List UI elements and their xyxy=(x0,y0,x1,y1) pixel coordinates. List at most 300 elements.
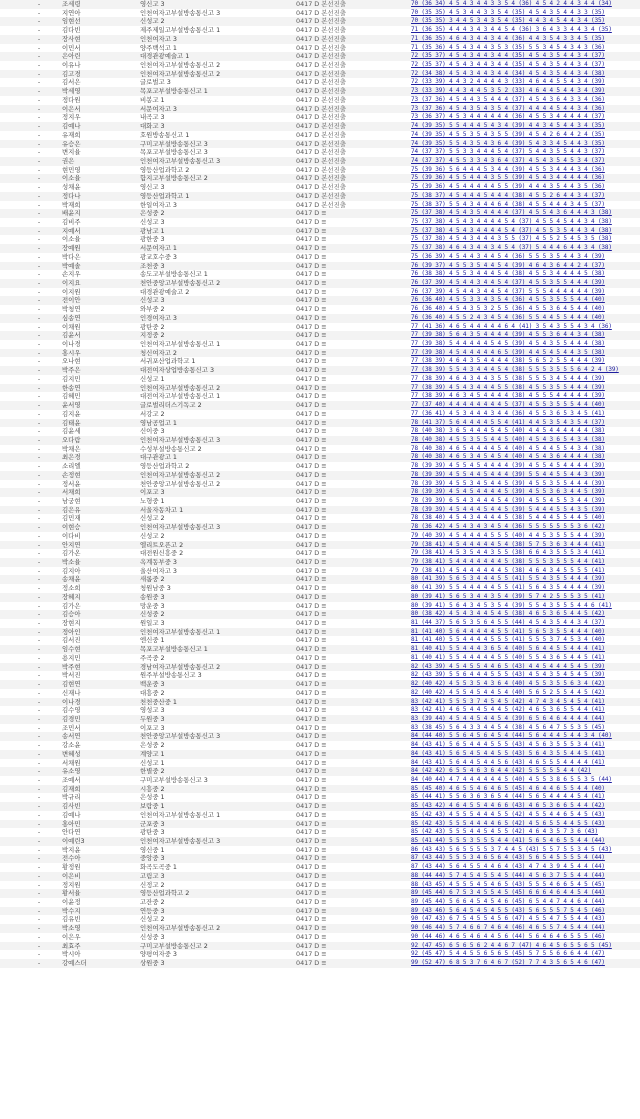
row-dash: - xyxy=(37,749,41,758)
school-name: 중앙중 3 xyxy=(140,854,165,863)
player-name: 오다람 xyxy=(62,435,81,444)
table-row xyxy=(0,898,640,907)
player-name: 심송연 xyxy=(62,313,81,322)
row-dash: - xyxy=(37,156,41,165)
table-row xyxy=(0,593,640,602)
score-link[interactable]: 75 (37 38) 4 5 4 3 4 4 4 4 5 4 (37) 4 5 5 3 5 4 4 3 4 (38) xyxy=(411,226,612,234)
row-dash: - xyxy=(37,17,41,26)
score-link[interactable]: 78 (40 38) 4 5 5 3 5 5 4 4 5 (40) 4 5 4 3 6 5 4 3 4 (38) xyxy=(411,435,605,443)
school-name: 호원방송통신고 1 xyxy=(140,130,190,139)
score-link[interactable]: 77 (38 39) 4 6 4 3 4 4 3 5 5 (38) 5 5 5 3 4 5 4 4 4 (39) xyxy=(411,374,605,382)
table-row xyxy=(0,183,640,192)
round-status: 0417 D ≡ xyxy=(296,863,327,872)
row-dash: - xyxy=(37,69,41,78)
row-dash: - xyxy=(37,810,41,819)
table-row xyxy=(0,244,640,253)
score-link[interactable]: 79 (38 41) 5 4 4 4 4 4 4 4 5 (38) 5 5 5 3 5 5 5 4 4 (41) xyxy=(411,558,605,565)
score-link[interactable]: 89 (43 46) 5 6 4 5 4 5 4 5 5 (43) 5 6 5 5 5 7 5 4 5 (46) xyxy=(411,906,605,914)
table-row xyxy=(0,357,640,366)
score-link[interactable]: 81 (41 40) 5 6 4 4 4 4 4 5 5 (41) 5 6 5 3 5 5 4 4 4 (40) xyxy=(411,627,605,635)
round-status: 0417 D ≡ xyxy=(296,409,327,418)
player-name: 김지아 xyxy=(62,566,81,575)
score-link[interactable]: 78 (38 40) 4 5 4 3 4 4 4 4 5 (38) 5 4 4 4 5 5 4 4 5 (40) xyxy=(411,514,605,522)
round-status: 0417 D 본선진출 xyxy=(296,122,346,131)
score-link[interactable]: 72 (35 37) 4 5 4 3 4 4 3 4 4 (35) 4 5 4 3 5 4 4 3 4 (37) xyxy=(411,61,605,69)
player-name: 박청연 xyxy=(62,305,81,314)
table-row xyxy=(0,942,640,951)
table-row xyxy=(0,35,640,44)
score-link[interactable]: 72 (33 39) 4 4 3 2 4 4 4 4 3 (33) 4 6 4 4 5 5 4 3 4 (39) xyxy=(411,78,605,86)
player-name: 김비주 xyxy=(62,217,81,226)
school-name: 대전여자고부설방송통신고 1 xyxy=(140,392,221,401)
player-name: 손정현 xyxy=(62,470,81,479)
score-link[interactable]: 70 (36 34) 4 5 4 3 4 4 3 3 5 4 (36) 4 5 4 2 4 4 3 4 4 (34) xyxy=(411,0,612,7)
score-link[interactable]: 89 (45 44) 5 6 6 4 5 4 5 4 6 (45) 6 5 4 4 7 4 4 6 4 (44) xyxy=(411,898,605,906)
school-name: 목포고부설방송통신고 1 xyxy=(140,645,208,654)
round-status: 0417 D ≡ xyxy=(296,427,327,436)
score-link[interactable]: 84 (42 42) 6 5 5 4 6 3 6 4 4 (42) 5 5 5 5 5 4 4 (42) xyxy=(411,767,592,775)
score-link[interactable]: 85 (42 43) 4 5 5 5 4 4 4 5 5 (42) 4 5 5 4 4 6 5 4 5 (43) xyxy=(411,810,605,818)
player-name: 박재희 xyxy=(62,200,81,209)
score-link[interactable]: 85 (44 41) 5 5 6 3 6 3 6 5 4 (44) 5 6 5 4 4 4 4 5 4 (41) xyxy=(411,793,605,801)
player-name: 송채윤 xyxy=(62,575,81,584)
school-name: 광탄중 3 xyxy=(140,828,165,837)
score-link[interactable]: 76 (39 37) 4 5 5 3 5 4 4 5 4 (39) 4 6 4 3 6 4 4 2 4 (37) xyxy=(411,261,605,269)
score-link[interactable]: 72 (35 37) 4 5 4 3 4 4 3 4 4 (35) 4 5 4 3 5 4 4 3 4 (37) xyxy=(411,52,605,60)
score-link[interactable]: 80 (39 41) 5 6 5 3 4 4 3 5 4 (39) 5 7 4 2 5 5 5 3 5 (41) xyxy=(411,592,605,600)
score-link[interactable]: 78 (41 37) 5 6 4 4 4 4 5 5 4 (41) 4 4 5 3 5 4 3 5 4 (37) xyxy=(411,418,605,426)
score-link[interactable]: 81 (44 37) 5 6 5 3 5 6 4 5 5 (44) 4 5 4 3 5 4 4 3 4 (37) xyxy=(411,619,605,627)
round-status: 0417 D ≡ xyxy=(296,645,327,654)
score-link[interactable]: 77 (38 39) 4 5 4 3 4 4 4 5 5 (38) 4 5 5 3 5 5 4 4 4 (39) xyxy=(411,383,605,391)
score-link[interactable]: 84 (44 40) 5 5 6 4 5 6 4 5 4 (44) 5 6 4 4 4 5 4 4 3 4 (40) xyxy=(411,732,612,740)
player-name: 김현연 xyxy=(62,680,81,689)
score-link[interactable]: 83 (38 45) 5 6 4 3 3 4 4 5 4 (38) 4 5 6 4 7 5 5 3 5 (45) xyxy=(411,723,605,731)
score-link[interactable]: 84 (43 41) 5 6 4 4 5 4 4 5 6 (43) 4 6 5 5 5 4 4 4 4 (41) xyxy=(411,758,605,766)
player-name: 송서연 xyxy=(62,732,81,741)
school-name: 화곡도곡중 1 xyxy=(140,863,177,872)
school-name: 신정고 2 xyxy=(140,880,165,889)
round-status: 0417 D 본선진출 xyxy=(296,113,346,122)
table-row xyxy=(0,671,640,680)
score-link[interactable]: 70 (35 35) 4 5 3 4 4 3 3 5 4 (35) 4 5 4 3 5 4 4 3 3 (35) xyxy=(411,8,605,16)
player-name: 이현승 xyxy=(62,523,81,532)
round-status: 0417 D ≡ xyxy=(296,723,327,732)
score-link[interactable]: 78 (39 39) 4 5 5 3 4 5 4 4 5 (39) 4 5 5 3 5 5 4 4 4 (39) xyxy=(411,479,605,487)
round-status: 0417 D 본선진출 xyxy=(296,191,346,200)
player-name: 김고경 xyxy=(62,69,81,78)
score-link[interactable]: 76 (36 40) 4 5 4 3 5 3 2 5 5 (36) 4 5 5 3 6 4 5 4 4 (40) xyxy=(411,305,605,313)
score-link[interactable]: 79 (40 39) 4 5 4 4 4 4 5 5 5 (40) 4 4 5 3 5 5 5 4 4 (39) xyxy=(411,531,605,539)
school-name: 광탄중 2 xyxy=(140,322,165,331)
row-dash: - xyxy=(37,863,41,872)
school-name: 상원중 3 xyxy=(140,959,165,968)
table-row xyxy=(0,602,640,611)
row-dash: - xyxy=(37,435,41,444)
score-link[interactable]: 72 (34 38) 4 5 4 3 4 4 3 4 4 (34) 4 5 4 3 5 4 4 3 4 (38) xyxy=(411,69,605,77)
score-link[interactable]: 87 (43 44) 5 6 4 5 5 4 4 6 4 (43) 4 7 4 3 9 4 5 4 4 (44) xyxy=(411,863,605,871)
player-name: 한송연 xyxy=(62,383,81,392)
round-status: 0417 D ≡ xyxy=(296,950,327,959)
round-status: 0417 D ≡ xyxy=(296,653,327,662)
score-link[interactable]: 74 (37 37) 4 5 5 3 3 4 3 6 4 (37) 4 5 4 3 5 4 5 3 4 (37) xyxy=(411,156,605,164)
school-name: 와부중 2 xyxy=(140,305,165,314)
school-name: 송도고부설방송통신고 1 xyxy=(140,270,208,279)
school-name: 대전원신흥중 2 xyxy=(140,549,184,558)
score-link[interactable]: 86 (43 43) 5 6 5 5 5 5 3 7 4 4 5 (43) 5 5 7 5 5 3 4 5 (43) xyxy=(411,845,612,853)
score-link[interactable]: 73 (37 36) 4 5 4 4 3 5 4 4 4 (37) 4 5 4 3 6 4 3 3 4 (36) xyxy=(411,95,605,103)
player-name: 김사빈 xyxy=(62,802,81,811)
school-name: 한별중 2 xyxy=(140,767,165,776)
school-name: 글로벌리더스기독고 2 xyxy=(140,401,202,410)
round-status: 0417 D 본선진출 xyxy=(296,148,346,157)
row-dash: - xyxy=(37,767,41,776)
school-name: 광교호수중 3 xyxy=(140,252,177,261)
school-name: 보람중 1 xyxy=(140,802,165,811)
row-dash: - xyxy=(37,270,41,279)
score-link[interactable]: 84 (43 41) 5 6 5 4 4 4 5 5 5 (43) 4 5 6 3 5 5 5 3 4 (41) xyxy=(411,741,605,749)
row-dash: - xyxy=(37,880,41,889)
row-dash: - xyxy=(37,122,41,131)
school-name: 광남고 1 xyxy=(140,226,165,235)
score-link[interactable]: 77 (38 39) 4 6 4 3 5 4 4 4 4 (38) 5 6 5 2 5 5 4 4 4 (39) xyxy=(411,357,605,365)
score-link[interactable]: 78 (40 38) 4 6 5 3 4 5 4 5 4 (40) 4 5 4 3 6 4 4 4 4 (38) xyxy=(411,453,605,461)
score-link[interactable]: 77 (39 38) 5 6 4 3 5 4 4 4 4 (39) 4 5 5 3 6 4 4 3 4 (38) xyxy=(411,331,605,339)
table-row xyxy=(0,750,640,759)
player-name: 지예서 xyxy=(62,226,81,235)
table-row xyxy=(0,732,640,741)
row-dash: - xyxy=(37,714,41,723)
school-name: 인천여자고부설방송통신고 1 xyxy=(140,627,221,636)
score-link[interactable]: 78 (40 38) 4 6 5 4 4 4 4 5 4 (40) 4 5 4 4 5 5 4 3 4 (38) xyxy=(411,444,605,452)
score-link[interactable]: 90 (44 46) 4 6 5 4 6 4 4 5 6 (44) 5 6 4 6 4 6 5 5 5 (46) xyxy=(411,932,605,940)
score-link[interactable]: 88 (44 44) 5 7 4 5 4 5 5 4 5 (44) 4 5 6 3 7 5 5 4 4 (44) xyxy=(411,871,605,879)
round-status: 0417 D ≡ xyxy=(296,636,327,645)
round-status: 0417 D 본선진출 xyxy=(296,34,346,43)
round-status: 0417 D ≡ xyxy=(296,941,327,950)
score-link[interactable]: 75 (37 38) 4 6 4 3 4 4 3 4 5 4 (37) 5 4 4 4 6 4 4 3 4 (38) xyxy=(411,244,612,252)
score-link[interactable]: 71 (36 35) 4 4 4 3 4 3 4 4 5 4 (36) 3 6 4 3 3 4 4 3 4 (35) xyxy=(411,26,612,34)
score-link[interactable]: 82 (40 42) 4 5 5 4 5 4 4 5 4 (40) 5 6 5 2 5 5 4 4 5 (42) xyxy=(411,688,605,696)
score-link[interactable]: 90 (47 43) 6 7 5 4 5 5 4 5 6 (47) 4 5 5 4 7 5 5 4 4 (43) xyxy=(411,915,605,923)
score-link[interactable]: 80 (41 39) 5 6 5 3 4 4 4 5 5 (41) 5 5 4 3 5 5 4 4 4 (39) xyxy=(411,575,605,583)
score-link[interactable]: 76 (37 39) 4 5 4 4 3 4 4 5 4 (37) 4 5 5 3 5 5 4 4 4 (39) xyxy=(411,279,605,286)
round-status: 0417 D ≡ xyxy=(296,435,327,444)
score-link[interactable]: 90 (46 44) 5 7 4 6 6 7 4 6 4 (46) 4 6 5 5 7 4 5 4 4 (44) xyxy=(411,924,605,932)
player-name: 윤서영 xyxy=(62,401,81,410)
school-name: 울산여자고 3 xyxy=(140,566,177,575)
score-link[interactable]: 80 (39 41) 5 6 4 3 4 5 3 5 4 (39) 5 5 4 3 5 5 5 4 4 6 (41) xyxy=(411,601,612,609)
round-status: 0417 D ≡ xyxy=(296,959,327,968)
score-link[interactable]: 84 (43 41) 5 6 5 4 5 4 4 5 5 (43) 5 6 4 3 5 5 4 4 5 (41) xyxy=(411,749,605,757)
score-link[interactable]: 92 (47 45) 6 5 6 5 6 2 4 4 6 7 (47) 4 6 4 5 6 5 5 6 5 (45) xyxy=(411,941,612,949)
table-row xyxy=(0,122,640,131)
row-dash: - xyxy=(37,226,41,235)
round-status: 0417 D ≡ xyxy=(296,784,327,793)
table-row xyxy=(0,296,640,305)
round-status: 0417 D ≡ xyxy=(296,209,327,218)
row-dash: - xyxy=(37,287,41,296)
school-name: 구미고부설방송통신고 3 xyxy=(140,139,208,148)
row-dash: - xyxy=(37,462,41,471)
school-name: 영남공업고 1 xyxy=(140,418,177,427)
player-name: 김윤서 xyxy=(62,331,81,340)
score-link[interactable]: 83 (39 44) 4 5 4 4 5 4 4 5 4 (39) 6 5 6 4 6 4 4 4 4 (44) xyxy=(411,714,605,722)
round-status: 0417 D 본선진출 xyxy=(296,87,346,96)
school-name: 인천여자고부설방송통신고 3 xyxy=(140,156,221,165)
school-name: 신성고 2 xyxy=(140,915,165,924)
score-link[interactable]: 82 (43 39) 4 5 4 5 5 4 4 6 5 (43) 4 4 5 4 4 4 5 4 5 (39) xyxy=(411,662,605,670)
round-status: 0417 D 본선진출 xyxy=(296,104,346,113)
round-status: 0417 D ≡ xyxy=(296,470,327,479)
score-link[interactable]: 78 (39 39) 4 5 5 4 4 5 4 4 4 (39) 5 5 4 4 5 5 4 4 3 (39) xyxy=(411,470,605,478)
row-dash: - xyxy=(37,566,41,575)
school-name: 양평여자중 3 xyxy=(140,950,177,959)
table-row xyxy=(0,567,640,576)
round-status: 0417 D 본선진출 xyxy=(296,17,346,26)
round-status: 0417 D ≡ xyxy=(296,252,327,261)
player-name: 정소희 xyxy=(62,584,81,593)
score-link[interactable]: 77 (38 39) 5 5 4 3 4 4 4 5 4 (38) 5 5 5 3 5 5 5 6 4 2 4 (39) xyxy=(411,366,619,374)
score-link[interactable]: 70 (35 35) 3 4 4 5 3 4 3 5 4 (35) 4 4 3 4 5 4 4 3 4 (35) xyxy=(411,17,605,25)
row-dash: - xyxy=(37,871,41,880)
score-link[interactable]: 88 (43 45) 4 5 5 5 4 5 4 6 5 (43) 5 5 5 4 6 6 5 4 5 (45) xyxy=(411,880,605,888)
score-link[interactable]: 75 (38 37) 4 5 4 4 4 5 4 4 4 (38) 4 5 5 2 6 4 4 3 4 (37) xyxy=(411,191,605,199)
row-dash: - xyxy=(37,340,41,349)
round-status: 0417 D ≡ xyxy=(296,392,327,401)
player-name: 장현지 xyxy=(62,619,81,628)
school-name: 신성고 2 xyxy=(140,531,165,540)
table-row xyxy=(0,148,640,157)
score-link[interactable]: 78 (39 39) 4 5 4 4 4 5 4 4 5 (39) 5 4 4 4 5 5 4 3 5 (39) xyxy=(411,505,605,513)
player-name: 전수아 xyxy=(62,854,81,863)
round-status: 0417 D ≡ xyxy=(296,496,327,505)
row-dash: - xyxy=(37,558,41,566)
table-row xyxy=(0,776,640,785)
table-row xyxy=(0,924,640,933)
score-link[interactable]: 78 (39 39) 4 5 5 4 5 4 4 4 4 (39) 4 5 5 4 5 4 4 4 4 (39) xyxy=(411,462,605,470)
school-name: 새롬중 2 xyxy=(140,575,165,584)
round-status: 0417 D 본선진출 xyxy=(296,174,346,183)
score-link[interactable]: 77 (38 39) 4 6 3 4 5 4 4 4 4 (38) 4 5 5 5 4 4 4 4 4 (39) xyxy=(411,392,605,400)
table-row xyxy=(0,349,640,358)
score-link[interactable]: 75 (37 38) 4 5 4 3 5 4 4 4 4 (37) 4 5 5 4 3 6 4 4 4 3 (38) xyxy=(411,209,612,217)
player-name: 박시아 xyxy=(62,950,81,959)
score-link[interactable]: 71 (36 35) 4 6 4 3 4 4 3 4 4 (36) 4 4 3 5 4 3 3 4 5 (35) xyxy=(411,34,605,42)
score-link[interactable]: 78 (40 38) 3 6 5 4 4 4 5 4 5 (40) 4 4 5 4 4 4 4 4 4 (38) xyxy=(411,427,605,435)
score-link[interactable]: 83 (42 41) 4 6 5 4 4 5 4 4 5 (42) 4 6 5 3 6 5 5 4 4 (41) xyxy=(411,706,605,714)
row-dash: - xyxy=(37,139,41,148)
row-dash: - xyxy=(37,26,41,35)
player-name: 이민서 xyxy=(62,43,81,52)
round-status: 0417 D 본선진출 xyxy=(296,61,346,70)
round-status: 0417 D ≡ xyxy=(296,619,327,628)
school-name: 한일여자고 3 xyxy=(140,200,177,209)
row-dash: - xyxy=(37,549,41,558)
row-dash: - xyxy=(37,837,41,845)
player-name: 전이안 xyxy=(62,296,81,305)
player-name: 이다비 xyxy=(62,531,81,540)
player-name: 정아인 xyxy=(62,627,81,636)
table-row xyxy=(0,61,640,70)
score-link[interactable]: 78 (39 39) 6 5 4 3 4 4 4 5 4 (39) 4 5 5 4 5 5 3 4 4 (39) xyxy=(411,496,605,504)
score-link[interactable]: 83 (42 41) 5 5 5 3 7 4 5 4 5 (42) 4 7 4 3 4 5 4 5 4 (41) xyxy=(411,697,605,705)
score-link[interactable]: 82 (40 42) 4 5 5 3 5 4 3 6 4 (40) 4 5 5 3 5 5 6 3 4 (42) xyxy=(411,680,605,688)
score-link[interactable]: 75 (39 36) 4 5 5 4 4 4 3 5 5 (39) 4 5 4 3 4 4 4 4 4 (36) xyxy=(411,174,605,182)
table-row xyxy=(0,105,640,114)
score-link[interactable]: 76 (36 40) 4 5 5 3 3 4 3 5 4 (36) 4 5 5 3 5 5 5 4 4 (40) xyxy=(411,296,605,304)
round-status: 0417 D ≡ xyxy=(296,401,327,410)
score-link[interactable]: 75 (39 36) 5 6 4 4 4 5 3 4 4 (39) 4 5 5 3 4 4 4 3 4 (36) xyxy=(411,165,605,173)
table-row xyxy=(0,410,640,419)
table-row xyxy=(0,523,640,532)
row-dash: - xyxy=(37,514,41,523)
round-status: 0417 D ≡ xyxy=(296,714,327,723)
player-name: 장사현 xyxy=(62,34,81,43)
round-status: 0417 D ≡ xyxy=(296,810,327,819)
score-link[interactable]: 73 (36 37) 4 5 3 4 4 4 4 4 4 (36) 4 5 5 3 4 4 4 4 4 (37) xyxy=(411,113,605,121)
score-link[interactable]: 85 (42 43) 5 5 5 4 4 5 4 5 5 (42) 4 6 4 3 5 7 3 6 (43) xyxy=(411,828,598,836)
school-name: 신성고 2 xyxy=(140,514,165,523)
player-name: 은아린 xyxy=(62,52,81,61)
score-link[interactable]: 85 (43 42) 4 6 4 5 5 4 4 6 6 (43) 4 6 5 3 6 6 5 4 4 (42) xyxy=(411,802,605,810)
table-row xyxy=(0,52,640,61)
score-link[interactable]: 99 (52 47) 6 8 5 3 7 6 4 6 7 (52) 7 7 4 3 5 6 5 4 6 (47) xyxy=(411,959,605,967)
school-name: 광한중 3 xyxy=(140,235,165,244)
score-link[interactable]: 75 (39 36) 4 5 4 4 4 4 4 5 5 (39) 4 4 4 3 5 4 4 3 5 (36) xyxy=(411,183,605,191)
row-dash: - xyxy=(37,427,41,436)
school-name: 신성고 1 xyxy=(140,758,165,767)
score-link[interactable]: 75 (37 38) 4 5 4 3 4 4 4 4 5 4 (37) 4 5 5 4 5 4 4 3 4 (38) xyxy=(411,217,612,225)
table-row xyxy=(0,680,640,689)
round-status: 0417 D ≡ xyxy=(296,775,327,784)
row-dash: - xyxy=(37,444,41,453)
row-dash: - xyxy=(37,87,41,96)
round-status: 0417 D ≡ xyxy=(296,627,327,636)
round-status: 0417 D ≡ xyxy=(296,793,327,802)
score-link[interactable]: 81 (40 41) 5 5 4 4 4 4 4 5 5 (40) 5 5 4 3 6 5 4 4 5 (41) xyxy=(411,653,605,661)
table-row xyxy=(0,889,640,898)
school-name: 은성중 1 xyxy=(140,793,165,802)
row-dash: - xyxy=(37,61,41,70)
row-dash: - xyxy=(37,217,41,226)
school-name: 이포고 3 xyxy=(140,488,165,497)
school-name: 천천중산중 1 xyxy=(140,697,177,706)
score-link[interactable]: 89 (45 44) 6 7 5 3 4 5 5 4 5 (45) 6 6 6 4 6 4 4 5 4 (44) xyxy=(411,889,605,897)
player-name: 이나경 xyxy=(62,340,81,349)
score-link[interactable]: 74 (39 35) 5 5 4 4 4 5 4 3 4 (39) 4 4 3 4 5 4 4 3 4 (35) xyxy=(411,122,605,130)
score-link[interactable]: 80 (38 42) 4 5 4 3 4 4 5 4 5 (38) 4 6 5 3 6 5 4 4 5 (42) xyxy=(411,610,605,618)
player-name: 지연아 xyxy=(62,8,81,17)
score-link[interactable]: 85 (41 44) 5 5 5 3 5 5 5 4 4 (41) 5 6 5 4 6 5 5 4 4 (44) xyxy=(411,837,605,844)
table-row xyxy=(0,863,640,872)
player-name: 이유나 xyxy=(62,61,81,70)
score-link[interactable]: 78 (36 42) 4 5 4 3 4 3 4 5 4 (36) 5 5 5 5 5 5 5 3 6 (42) xyxy=(411,523,605,531)
table-row xyxy=(0,436,640,445)
row-dash: - xyxy=(37,889,41,898)
table-row xyxy=(0,87,640,96)
score-link[interactable]: 80 (41 39) 5 5 4 4 4 4 4 5 5 (41) 5 6 4 3 5 4 4 4 4 (39) xyxy=(411,584,605,592)
row-dash: - xyxy=(37,959,41,968)
round-status: 0417 D 본선진출 xyxy=(296,200,346,209)
table-row xyxy=(0,915,640,924)
table-row xyxy=(0,113,640,122)
player-name: 이은비 xyxy=(62,871,81,880)
score-link[interactable]: 73 (33 39) 4 4 3 4 4 5 3 5 2 (33) 4 6 4 4 5 4 4 3 4 (39) xyxy=(411,87,605,95)
score-link[interactable]: 73 (37 36) 4 5 4 3 5 4 3 5 4 (37) 4 4 4 4 5 4 4 3 4 (36) xyxy=(411,104,605,112)
score-link[interactable]: 79 (38 41) 4 5 4 4 4 4 4 5 4 (38) 5 7 5 3 6 3 4 4 4 (41) xyxy=(411,540,605,548)
score-link[interactable]: 74 (39 35) 5 5 4 3 5 4 3 6 4 (39) 5 4 3 3 4 5 4 4 3 (35) xyxy=(411,139,605,147)
table-row xyxy=(0,96,640,105)
score-link[interactable]: 76 (37 39) 4 5 4 4 3 4 4 5 4 (37) 5 5 5 4 4 4 4 4 4 (39) xyxy=(411,287,605,295)
row-dash: - xyxy=(37,78,41,87)
score-link[interactable]: 77 (39 38) 5 4 4 4 4 4 5 4 5 (39) 4 5 4 3 5 5 4 4 4 (38) xyxy=(411,340,605,348)
player-name: 조세령 xyxy=(62,0,81,8)
table-row xyxy=(0,506,640,515)
score-link[interactable]: 92 (45 47) 5 4 4 5 5 6 5 6 5 (45) 5 7 5 5 6 6 6 4 4 (47) xyxy=(411,950,605,958)
score-link[interactable]: 74 (39 35) 4 5 5 3 5 4 3 5 5 (39) 4 5 4 2 6 4 4 2 4 (35) xyxy=(411,130,605,138)
score-link[interactable]: 81 (40 41) 5 5 4 4 4 3 6 5 4 (40) 5 6 4 4 5 5 4 4 4 (41) xyxy=(411,645,605,653)
table-row xyxy=(0,174,640,183)
round-status: 0417 D ≡ xyxy=(296,479,327,488)
school-name: 대경관광예술고 1 xyxy=(140,52,190,61)
score-link[interactable]: 77 (37 40) 4 4 4 4 4 4 4 4 5 (37) 4 5 5 3 5 5 5 4 4 (40) xyxy=(411,401,605,409)
score-link[interactable]: 77 (41 36) 4 6 5 4 4 4 4 4 6 4 (41) 3 5 4 3 5 5 4 3 4 (36) xyxy=(411,322,612,330)
round-status: 0417 D ≡ xyxy=(296,305,327,314)
row-dash: - xyxy=(37,706,41,715)
score-link[interactable]: 75 (36 39) 4 5 4 4 3 4 4 5 4 (36) 5 5 5 3 5 4 4 3 4 (39) xyxy=(411,252,605,260)
table-row xyxy=(0,392,640,401)
score-link[interactable]: 76 (36 40) 4 5 5 2 4 3 4 5 4 (36) 5 5 4 4 5 5 4 4 4 (40) xyxy=(411,313,605,321)
score-link[interactable]: 79 (38 41) 4 5 3 5 4 4 3 5 5 (38) 6 6 4 3 5 5 5 3 4 (41) xyxy=(411,549,605,557)
score-link[interactable]: 81 (41 40) 5 5 4 4 4 4 5 5 5 (41) 5 5 5 3 7 4 5 3 4 (40) xyxy=(411,636,605,644)
table-row xyxy=(0,462,640,471)
player-name: 강소윤 xyxy=(62,741,81,750)
score-link[interactable]: 77 (36 41) 4 5 3 4 4 4 3 4 4 (36) 4 5 5 3 6 5 3 4 5 (41) xyxy=(411,409,605,417)
row-dash: - xyxy=(37,819,41,828)
player-name: 이예린3 xyxy=(62,837,85,845)
score-link[interactable]: 78 (39 39) 4 5 4 5 4 4 4 4 5 (39) 4 5 5 3 6 3 4 4 5 (39) xyxy=(411,488,605,496)
row-dash: - xyxy=(37,357,41,366)
score-link[interactable]: 75 (38 37) 5 5 4 3 4 4 4 6 4 (38) 4 5 5 4 4 4 3 4 5 (37) xyxy=(411,200,605,208)
row-dash: - xyxy=(37,636,41,645)
score-link[interactable]: 79 (38 41) 4 5 4 4 4 4 4 4 5 (38) 4 6 4 3 4 5 5 5 5 (41) xyxy=(411,566,605,574)
row-dash: - xyxy=(37,854,41,863)
score-link[interactable]: 85 (45 40) 4 6 5 5 4 6 4 6 5 (45) 4 6 4 4 6 5 5 4 4 (40) xyxy=(411,784,605,792)
player-name: 이소율 xyxy=(62,235,81,244)
score-link[interactable]: 77 (39 38) 4 5 4 4 4 4 4 6 5 (39) 4 4 5 4 5 4 4 3 5 (38) xyxy=(411,348,605,356)
score-link[interactable]: 84 (40 44) 4 7 4 4 4 4 4 4 5 (40) 4 5 5 3 8 6 5 5 3 5 (44) xyxy=(411,775,612,783)
school-name: 천안중앙고부설방송통신고 3 xyxy=(140,732,221,741)
school-name: 인천여자고부설방송통신고 3 xyxy=(140,523,221,532)
score-link[interactable]: 87 (43 44) 5 5 5 3 4 6 5 6 4 (43) 5 6 5 4 5 5 5 5 4 (44) xyxy=(411,854,605,862)
score-link[interactable]: 76 (38 38) 4 5 5 3 4 4 4 5 4 (38) 4 5 5 3 4 4 4 4 5 (38) xyxy=(411,270,605,278)
score-link[interactable]: 74 (37 37) 5 5 3 3 4 4 4 5 4 (37) 5 4 4 3 5 5 4 4 3 (37) xyxy=(411,148,605,156)
score-link[interactable]: 75 (37 38) 4 5 4 3 4 4 4 3 5 5 (37) 4 5 5 2 5 4 5 3 5 (38) xyxy=(411,235,612,243)
round-status: 0417 D ≡ xyxy=(296,279,327,287)
table-row xyxy=(0,253,640,262)
score-link[interactable]: 85 (42 43) 5 5 5 4 4 4 4 6 5 (42) 4 5 6 5 5 4 4 5 5 (43) xyxy=(411,819,605,827)
score-link[interactable]: 82 (43 39) 5 5 6 4 4 4 5 5 5 (43) 4 5 4 3 5 4 5 4 5 (39) xyxy=(411,671,605,679)
row-dash: - xyxy=(37,828,41,837)
row-dash: - xyxy=(37,418,41,427)
school-name: 인경여자고 3 xyxy=(140,313,177,322)
round-status: 0417 D ≡ xyxy=(296,575,327,584)
round-status: 0417 D 본선진출 xyxy=(296,26,346,35)
score-link[interactable]: 71 (35 36) 4 5 4 3 4 4 3 5 3 (35) 5 5 3 4 5 4 3 4 3 (36) xyxy=(411,43,605,51)
round-status: 0417 D 본선진출 xyxy=(296,183,346,192)
row-dash: - xyxy=(37,322,41,331)
